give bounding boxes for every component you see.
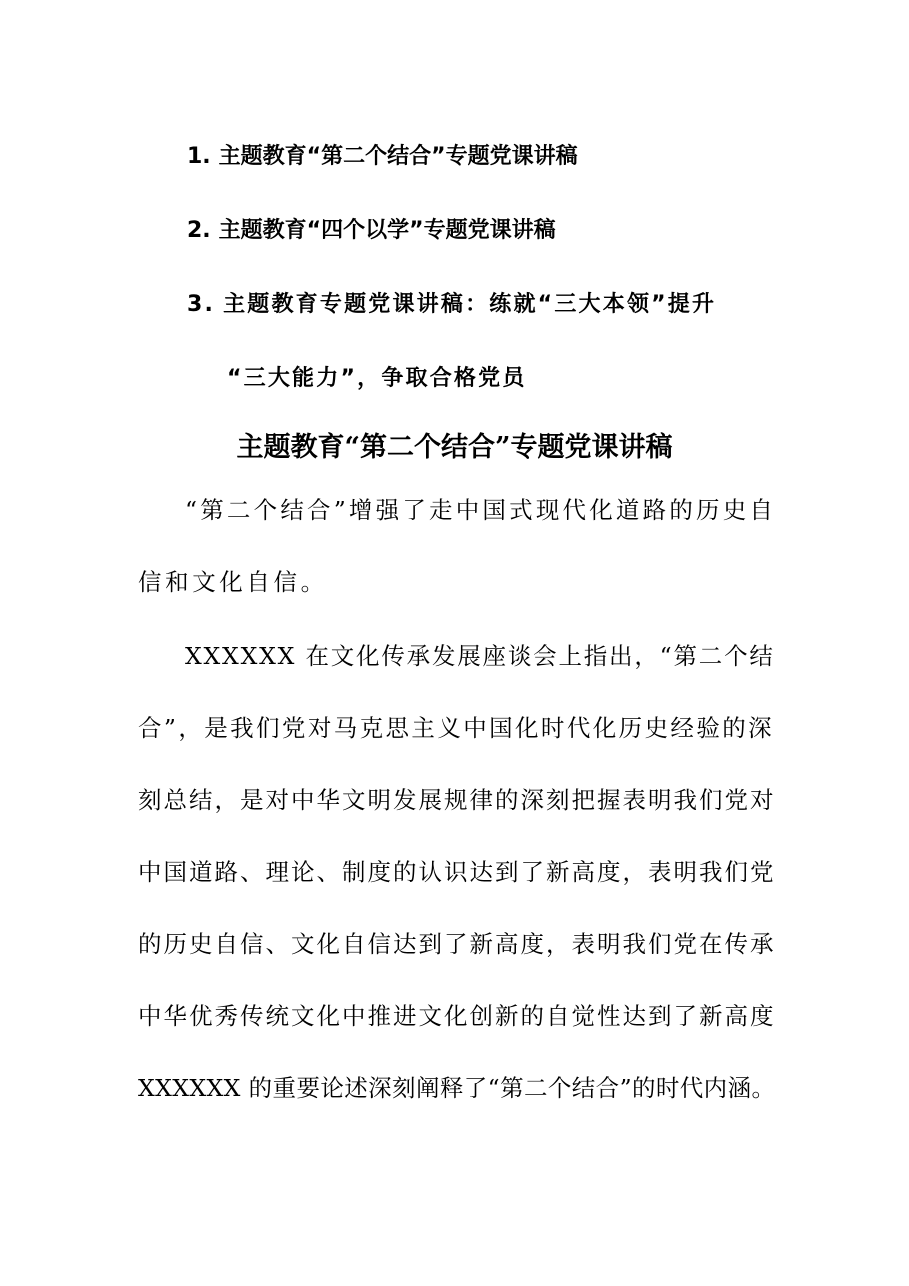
document-title: 主题教育“第二个结合”专题党课讲稿 — [236, 432, 673, 463]
paragraph-line: 的历史自信、文化自信达到了新高度，表明我们党在传承 — [138, 930, 776, 958]
toc-item-number: 3. — [187, 292, 216, 317]
toc-item-text: 主题教育“四个以学”专题党课讲稿 — [218, 218, 556, 243]
paragraph-1 — [138, 474, 778, 618]
paragraph-line: 中国道路、理论、制度的认识达到了新高度，表明我们党 — [138, 858, 776, 886]
toc-item-number: 1. — [187, 144, 211, 169]
toc-item-text: 主题教育专题党课讲稿：练就“三大本领”提升 — [223, 292, 717, 317]
toc-item-number: 2. — [187, 218, 211, 243]
paragraph-line: XXXXXX 在文化传承发展座谈会上指出，“第二个结 — [185, 642, 775, 670]
toc-item-3[interactable] — [187, 286, 716, 324]
toc-item-text: 主题教育“第二个结合”专题党课讲稿 — [218, 144, 578, 169]
paragraph-line: XXXXXX 的重要论述深刻阐释了“第二个结合”的时代内涵。 — [138, 1074, 776, 1102]
toc-item-1[interactable] — [187, 138, 578, 176]
paragraph-line: 合”，是我们党对马克思主义中国化时代化历史经验的深 — [138, 714, 775, 742]
toc-item-3-continuation[interactable] — [227, 360, 527, 398]
paragraph-line: 中华优秀传统文化中推进文化创新的自觉性达到了新高度 — [138, 1002, 776, 1030]
toc-item-text: “三大能力”，争取合格党员 — [227, 366, 527, 391]
paragraph-line: 刻总结，是对中华文明发展规律的深刻把握表明我们党对 — [138, 786, 776, 814]
paragraph-line: “第二个结合”增强了走中国式现代化道路的历史自 — [185, 496, 777, 524]
paragraph-2 — [138, 620, 778, 1124]
toc-item-2[interactable] — [187, 212, 556, 250]
paragraph-line: 信和文化自信。 — [138, 568, 328, 596]
